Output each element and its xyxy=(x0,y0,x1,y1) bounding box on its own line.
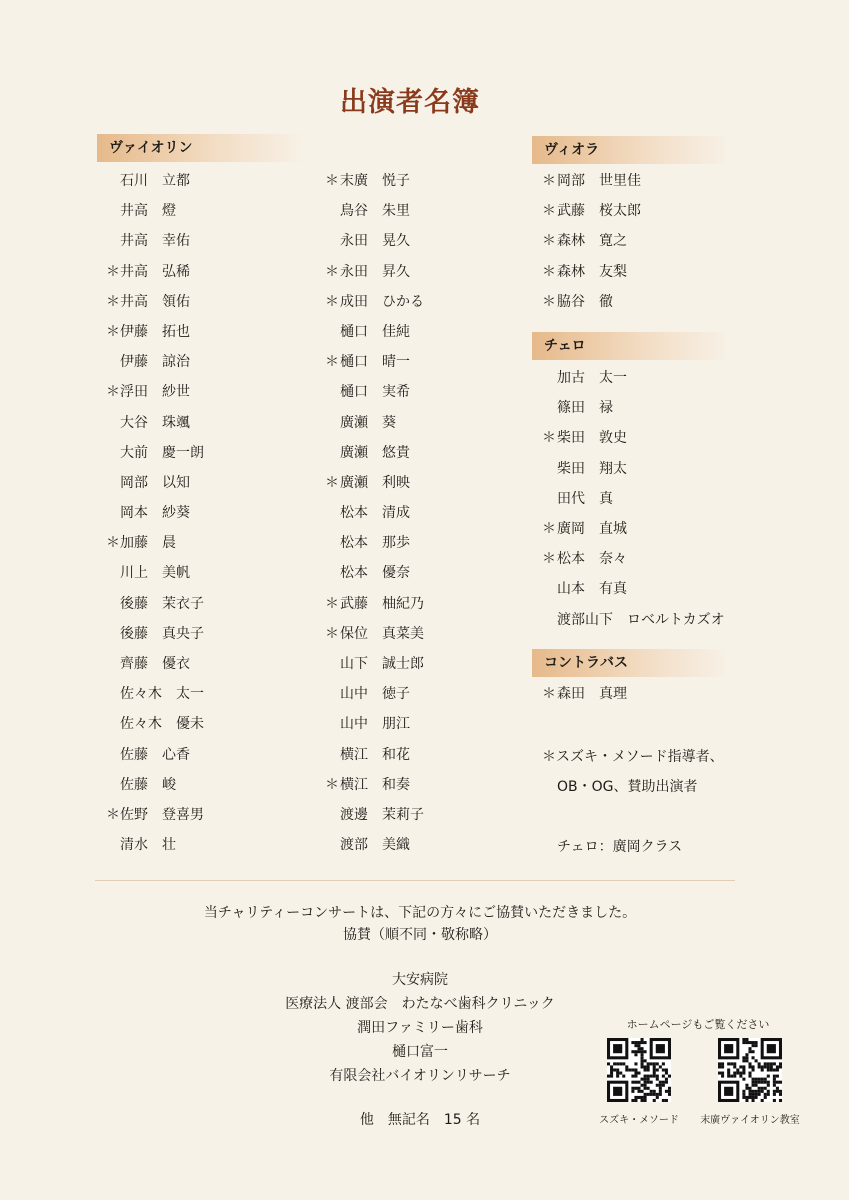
performer-entry xyxy=(325,196,525,226)
guest-marker: ＊ xyxy=(542,173,556,189)
sponsor-heading: 協賛（順不同・敬称略） xyxy=(343,927,497,943)
qr-label-right: 末廣ヴァイオリン教室 xyxy=(700,1115,800,1126)
section-violin: ヴァイオリン xyxy=(97,134,307,162)
performer-entry xyxy=(325,619,525,649)
performer-entry xyxy=(106,498,306,528)
sponsor-item: 潤田ファミリー歯科 xyxy=(357,1020,483,1036)
performer-entry xyxy=(106,679,306,709)
guest-marker: ＊ xyxy=(542,686,556,702)
guest-marker: ＊ xyxy=(325,625,339,642)
performer-entry xyxy=(325,558,525,588)
performer-entry xyxy=(542,363,802,393)
performer-entry xyxy=(542,454,802,484)
performer-name: 横江 和花 xyxy=(340,746,410,763)
performer-entry xyxy=(325,468,525,498)
performer-name: 佐藤 峻 xyxy=(120,776,176,793)
performer-name: 渡部山下 ロベルトカズオ xyxy=(557,611,725,628)
performer-name: 横江 和奏 xyxy=(340,776,410,793)
guest-marker: ＊ xyxy=(542,430,556,447)
contrabass-list xyxy=(542,679,762,709)
performer-name: 大谷 珠颯 xyxy=(120,414,190,431)
performer-entry xyxy=(542,679,762,709)
performer-name: 渡部 美織 xyxy=(340,837,410,854)
performer-entry xyxy=(542,287,762,317)
performer-entry xyxy=(106,347,306,377)
divider xyxy=(95,880,735,881)
performer-entry xyxy=(325,589,525,619)
guest-marker: ＊ xyxy=(325,173,339,189)
performer-name: 田代 真 xyxy=(557,490,613,507)
performer-entry xyxy=(325,257,525,287)
page-title: 出演者名簿 xyxy=(340,87,480,118)
performer-name: 石川 立都 xyxy=(120,173,190,189)
performer-name: 山本 有真 xyxy=(557,581,627,598)
performer-name: 脇谷 徹 xyxy=(557,293,613,310)
performer-name: 大前 慶一朗 xyxy=(120,444,204,461)
performer-name: 齊藤 優衣 xyxy=(120,656,190,672)
performer-entry xyxy=(325,408,525,438)
performer-entry xyxy=(325,377,525,407)
qr-code-right-icon[interactable] xyxy=(718,1038,782,1102)
performer-entry xyxy=(542,423,802,453)
legend-line-2: OB・OG、賛助出演者 xyxy=(557,779,698,795)
cello-class-note: チェロ：廣岡クラス xyxy=(557,839,683,855)
qr-heading: ホームページもご覧ください xyxy=(626,1018,770,1031)
section-contrabass: コントラバス xyxy=(532,649,732,677)
performer-entry xyxy=(325,679,525,709)
guest-marker: ＊ xyxy=(106,323,120,340)
sponsor-others: 他 無記名 15 名 xyxy=(359,1112,481,1128)
performer-entry xyxy=(542,574,802,604)
performer-name: 松本 那歩 xyxy=(340,535,410,552)
performer-name: 樋口 実希 xyxy=(340,384,410,401)
performer-entry xyxy=(325,709,525,739)
cello-list xyxy=(542,363,802,635)
guest-marker: ＊ xyxy=(325,354,339,371)
guest-marker: ＊ xyxy=(542,293,556,310)
performer-entry xyxy=(325,317,525,347)
performer-entry xyxy=(106,166,306,196)
performer-name: 保位 真菜美 xyxy=(340,625,424,642)
qr-label-left: スズキ・メソード xyxy=(599,1115,679,1126)
performer-name: 森林 友梨 xyxy=(557,263,627,280)
performer-entry xyxy=(106,770,306,800)
performer-name: 樋口 佳純 xyxy=(340,323,410,340)
performer-entry xyxy=(325,649,525,679)
guest-marker: ＊ xyxy=(542,263,556,280)
performer-entry xyxy=(325,830,525,860)
performer-name: 松本 奈々 xyxy=(557,551,627,568)
performer-entry xyxy=(106,317,306,347)
performer-entry xyxy=(106,830,306,860)
performer-name: 篠田 禄 xyxy=(557,400,613,417)
guest-marker: ＊ xyxy=(542,551,556,568)
performer-entry xyxy=(542,605,802,635)
performer-entry xyxy=(106,589,306,619)
sponsor-item: 樋口富一 xyxy=(392,1044,448,1060)
performer-entry xyxy=(106,528,306,558)
performer-name: 鳥谷 朱里 xyxy=(340,203,410,220)
performer-entry xyxy=(542,514,802,544)
guest-marker: ＊ xyxy=(325,474,339,491)
performer-entry xyxy=(542,226,762,256)
violin-list-col1 xyxy=(106,166,306,860)
performer-entry xyxy=(106,649,306,679)
performer-entry xyxy=(106,287,306,317)
performer-entry xyxy=(325,770,525,800)
performer-name: 佐々木 優未 xyxy=(120,716,204,733)
performer-name: 成田 ひかる xyxy=(340,293,424,310)
sponsor-item: 有限会社バイオリンリサーチ xyxy=(329,1068,511,1084)
performer-name: 森林 寛之 xyxy=(557,233,627,250)
performer-entry xyxy=(325,226,525,256)
performer-entry xyxy=(325,498,525,528)
performer-name: 渡邊 茉莉子 xyxy=(340,806,424,823)
guest-marker: ＊ xyxy=(542,233,556,250)
performer-name: 浮田 紗世 xyxy=(120,384,190,401)
legend-line-1: ＊スズキ・メソード指導者、 xyxy=(542,749,724,765)
performer-name: 武藤 桜太郎 xyxy=(557,203,641,220)
guest-marker: ＊ xyxy=(542,203,556,220)
performer-name: 森田 真理 xyxy=(557,686,627,702)
performer-name: 樋口 晴一 xyxy=(340,354,410,371)
performer-name: 井高 幸佑 xyxy=(120,233,190,250)
guest-marker: ＊ xyxy=(542,520,556,537)
sponsor-item: 医療法人 渡部会 わたなべ歯科クリニック xyxy=(285,996,555,1012)
performer-entry xyxy=(542,544,802,574)
performer-name: 清水 壮 xyxy=(120,837,176,854)
performer-name: 後藤 真央子 xyxy=(120,625,204,642)
performer-name: 山中 朋江 xyxy=(340,716,410,733)
qr-code-left-icon[interactable] xyxy=(607,1038,671,1102)
performer-name: 廣瀬 悠貴 xyxy=(340,444,410,461)
performer-name: 廣瀬 葵 xyxy=(340,414,396,431)
guest-marker: ＊ xyxy=(106,293,120,310)
performer-name: 加古 太一 xyxy=(557,370,627,386)
performer-name: 柴田 翔太 xyxy=(557,460,627,477)
performer-entry xyxy=(106,257,306,287)
performer-name: 山中 徳子 xyxy=(340,686,410,703)
performer-entry xyxy=(542,393,802,423)
viola-list xyxy=(542,166,762,317)
performer-entry xyxy=(325,800,525,830)
performer-name: 井高 弘稀 xyxy=(120,263,190,280)
guest-marker: ＊ xyxy=(325,595,339,612)
performer-entry xyxy=(542,257,762,287)
performer-entry xyxy=(106,800,306,830)
performer-name: 末廣 悦子 xyxy=(340,173,410,189)
performer-entry xyxy=(106,740,306,770)
section-cello: チェロ xyxy=(532,332,732,360)
performer-entry xyxy=(106,377,306,407)
performer-name: 廣岡 直城 xyxy=(557,520,627,537)
performer-name: 廣瀬 利映 xyxy=(340,474,410,491)
performer-entry xyxy=(325,347,525,377)
performer-name: 佐々木 太一 xyxy=(120,686,204,703)
performer-name: 松本 優奈 xyxy=(340,565,410,582)
performer-entry xyxy=(106,408,306,438)
guest-marker: ＊ xyxy=(106,806,120,823)
performer-entry xyxy=(106,558,306,588)
performer-entry xyxy=(325,287,525,317)
performer-entry xyxy=(106,619,306,649)
performer-entry xyxy=(542,484,802,514)
performer-entry xyxy=(325,438,525,468)
performer-name: 加藤 晨 xyxy=(120,535,176,552)
performer-entry xyxy=(106,226,306,256)
performer-entry xyxy=(325,166,525,196)
performer-name: 佐藤 心香 xyxy=(120,746,190,763)
sponsor-item: 大安病院 xyxy=(392,972,448,988)
performer-entry xyxy=(542,196,762,226)
performer-name: 武藤 柚紀乃 xyxy=(340,595,424,612)
performer-name: 井高 燈 xyxy=(120,203,176,220)
performer-name: 岡部 以知 xyxy=(120,474,190,491)
performer-entry xyxy=(325,740,525,770)
violin-list-col2 xyxy=(325,166,525,860)
guest-marker: ＊ xyxy=(106,384,120,401)
performer-name: 川上 美帆 xyxy=(120,565,190,582)
performer-name: 佐野 登喜男 xyxy=(120,806,204,823)
performer-name: 永田 晃久 xyxy=(340,233,410,250)
guest-marker: ＊ xyxy=(325,776,339,793)
performer-name: 井高 領佑 xyxy=(120,293,190,310)
performer-entry xyxy=(106,709,306,739)
guest-marker: ＊ xyxy=(325,293,339,310)
guest-marker: ＊ xyxy=(106,535,120,552)
performer-name: 後藤 茉衣子 xyxy=(120,595,204,612)
guest-marker: ＊ xyxy=(325,263,339,280)
performer-name: 伊藤 諒治 xyxy=(120,354,190,371)
guest-marker: ＊ xyxy=(106,263,120,280)
sponsor-intro: 当チャリティーコンサートは、下記の方々にご協賛いただきました。 xyxy=(203,905,637,921)
performer-name: 伊藤 拓也 xyxy=(120,323,190,340)
performer-entry xyxy=(325,528,525,558)
performer-name: 松本 清成 xyxy=(340,505,410,522)
performer-name: 柴田 敦史 xyxy=(557,430,627,447)
performer-name: 岡本 紗葵 xyxy=(120,505,190,522)
performer-entry xyxy=(542,166,762,196)
performer-entry xyxy=(106,196,306,226)
performer-name: 岡部 世里佳 xyxy=(557,173,641,189)
performer-name: 永田 昇久 xyxy=(340,263,410,280)
section-viola: ヴィオラ xyxy=(532,136,732,164)
performer-name: 山下 誠士郎 xyxy=(340,656,424,672)
performer-entry xyxy=(106,438,306,468)
performer-entry xyxy=(106,468,306,498)
